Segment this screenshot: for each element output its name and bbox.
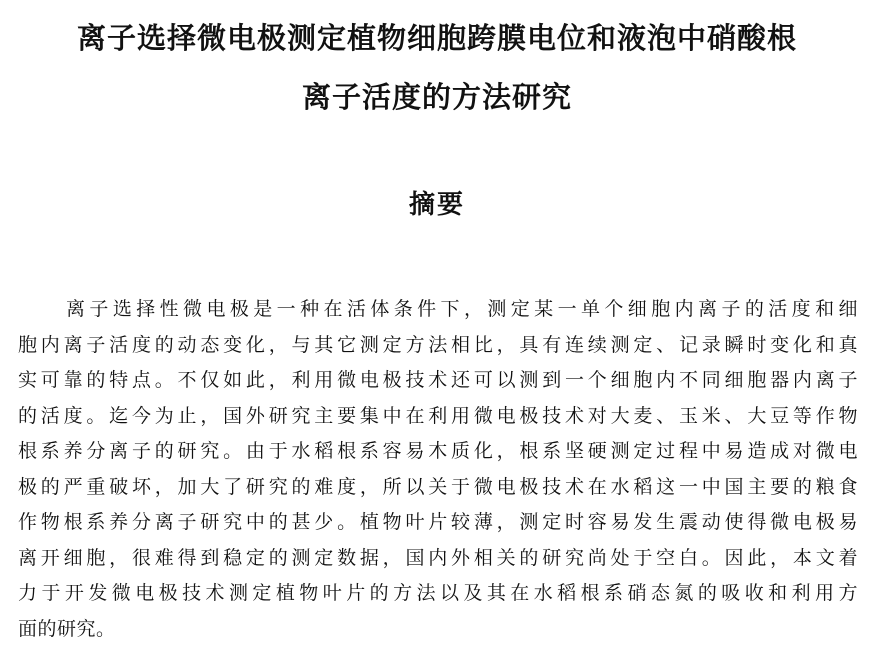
abstract-line: 离开细胞，很难得到稳定的测定数据，国内外相关的研究尚处于空白。因此，本文着 xyxy=(18,546,858,569)
abstract-heading: 摘要 xyxy=(408,190,465,220)
abstract-line: 的活度。迄今为止，国外研究主要集中在利用微电极技术对大麦、玉米、大豆等作物 xyxy=(18,404,858,427)
abstract-line: 实可靠的特点。不仅如此，利用微电极技术还可以测到一个细胞内不同细胞器内离子 xyxy=(18,369,858,391)
abstract-line: 极的严重破坏，加大了研究的难度，所以关于微电极技术在水稻这一中国主要的粮食 xyxy=(18,475,858,498)
abstract-line: 离子选择性微电极是一种在活体条件下，测定某一单个细胞内离子的活度和细 xyxy=(66,298,858,320)
abstract-line: 面的研究。 xyxy=(18,617,116,640)
paper-title-line-1: 离子选择微电极测定植物细胞跨膜电位和液泡中硝酸根 xyxy=(76,21,797,55)
abstract-line: 作物根系养分离子研究中的甚少。植物叶片较薄，测定时容易发生震动使得微电极易 xyxy=(18,511,858,533)
abstract-line: 力于开发微电极技术测定植物叶片的方法以及其在水稻根系硝态氮的吸收和利用方 xyxy=(18,582,858,604)
paper-title-line-2: 离子活度的方法研究 xyxy=(301,80,572,114)
abstract-line: 根系养分离子的研究。由于水稻根系容易木质化，根系坚硬测定过程中易造成对微电 xyxy=(18,440,858,462)
abstract-line: 胞内离子活度的动态变化，与其它测定方法相比，具有连续测定、记录瞬时变化和真 xyxy=(18,333,858,356)
abstract-body xyxy=(18,292,858,647)
